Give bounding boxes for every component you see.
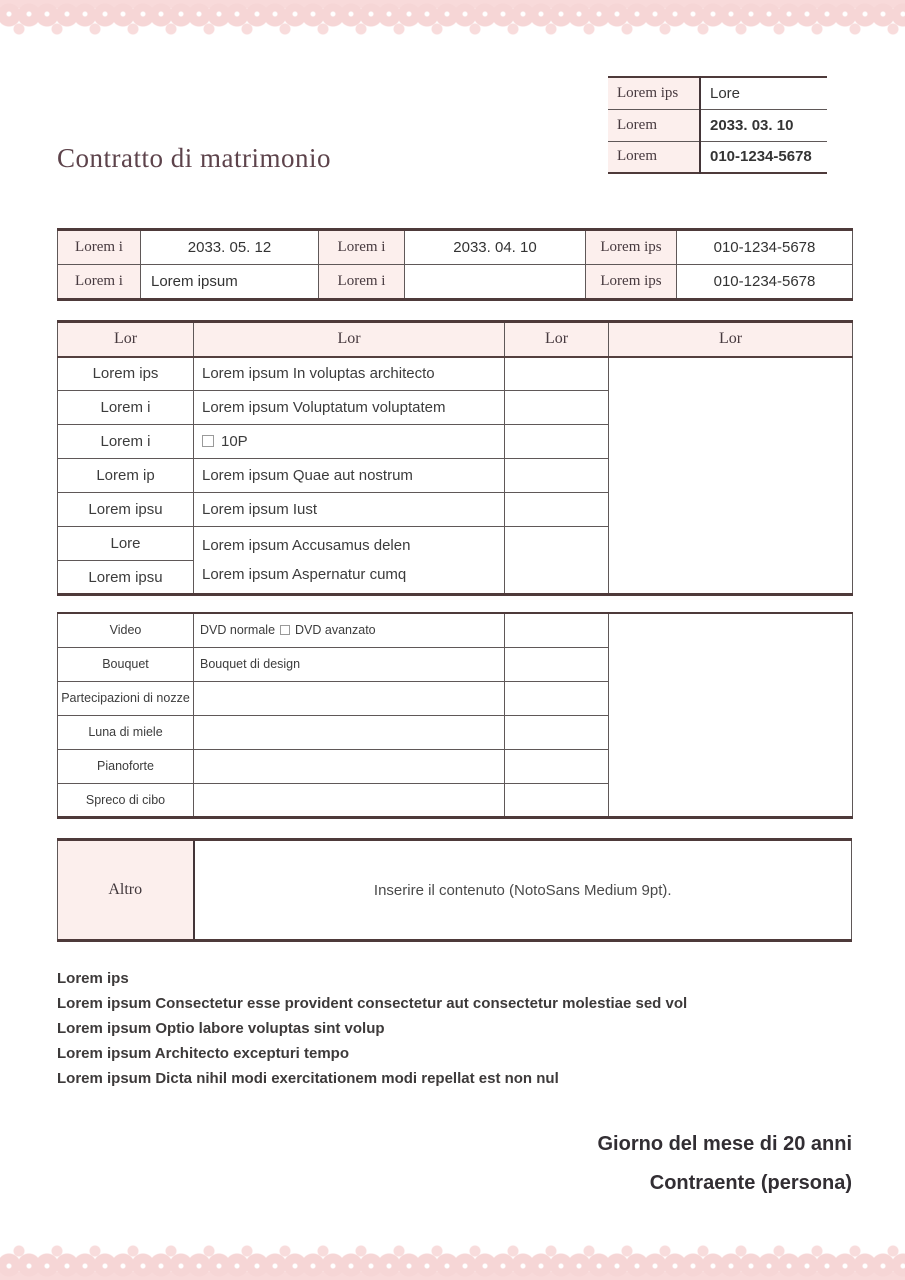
row-label: Lorem ips [58, 357, 194, 391]
merged-empty-cell [609, 613, 853, 817]
contact-label: Lorem i [58, 265, 141, 300]
lace-border-top [0, 0, 905, 46]
table-row [608, 109, 827, 141]
table-row [58, 230, 853, 265]
info-value: Lore [700, 77, 827, 109]
empty-cell [505, 493, 609, 527]
row-content: Lorem ipsum Quae aut nostrum [194, 459, 505, 493]
signature-block [597, 1130, 852, 1197]
table-row [608, 77, 827, 109]
service-content [194, 749, 505, 783]
contact-value-date: 2033. 05. 12 [141, 230, 319, 265]
note-line: Lorem ipsum Consectetur esse provident consectetur aut consectetur molestiae sed vol [57, 995, 688, 1012]
info-value-phone: 010-1234-5678 [710, 148, 812, 166]
empty-cell [505, 425, 609, 459]
checkbox-label: 10P [221, 433, 248, 450]
column-header: Lor [609, 322, 853, 357]
notes-block [57, 966, 852, 1091]
row-label: Lorem i [58, 391, 194, 425]
signature-party-line: Contraente (persona) [649, 1172, 852, 1194]
page-title: Contratto di matrimonio [57, 143, 331, 173]
main-table [57, 320, 853, 596]
merged-content-line: Lorem ipsum Aspernatur cumq [202, 566, 407, 583]
merged-empty-cell [609, 357, 853, 595]
service-content [194, 613, 505, 647]
row-label: Lore [58, 527, 194, 561]
column-header: Lor [58, 322, 194, 357]
contact-label: Lorem i [319, 265, 405, 300]
info-label: Lorem [608, 109, 700, 141]
service-label: Bouquet [58, 647, 194, 681]
table-row [58, 840, 852, 941]
note-line: Lorem ipsum Optio labore voluptas sint volup [57, 1020, 385, 1037]
table-row [608, 141, 827, 173]
contact-table [57, 228, 853, 301]
service-label: Spreco di cibo [58, 783, 194, 817]
empty-cell [505, 647, 609, 681]
service-option-label: DVD avanzato [295, 623, 376, 638]
row-content [194, 425, 505, 459]
contact-value-name: Lorem ipsum [141, 265, 319, 300]
empty-cell [505, 357, 609, 391]
row-content: Lorem ipsum In voluptas architecto [194, 357, 505, 391]
row-label: Lorem ipsu [58, 493, 194, 527]
empty-cell [505, 749, 609, 783]
altro-label: Altro [58, 840, 194, 941]
services-table [57, 612, 853, 819]
contact-label: Lorem i [319, 230, 405, 265]
service-label: Partecipazioni di nozze [58, 681, 194, 715]
empty-cell [505, 459, 609, 493]
altro-content: Inserire il contenuto (NotoSans Medium 9pt). [373, 881, 672, 899]
service-label: Luna di miele [58, 715, 194, 749]
table-row [58, 357, 853, 391]
row-label: Lorem i [58, 425, 194, 459]
service-content [194, 715, 505, 749]
contact-value-phone: 010-1234-5678 [677, 230, 853, 265]
service-content: Bouquet di design [194, 647, 505, 681]
contact-label: Lorem ips [586, 265, 677, 300]
checkbox-10p[interactable] [202, 435, 214, 447]
signature-date-line: Giorno del mese di 20 anni [597, 1133, 852, 1155]
note-line: Lorem ips [57, 970, 129, 987]
info-table [608, 76, 827, 174]
column-header: Lor [194, 322, 505, 357]
merged-empty-cell [505, 527, 609, 595]
table-row [58, 613, 853, 647]
checkbox-dvd[interactable] [280, 625, 290, 635]
merged-content-line: Lorem ipsum Accusamus delen [202, 537, 411, 554]
contact-label: Lorem ips [586, 230, 677, 265]
empty-cell [505, 681, 609, 715]
note-line: Lorem ipsum Architecto excepturi tempo [57, 1045, 350, 1062]
service-content [194, 783, 505, 817]
lace-border-bottom [0, 1234, 905, 1280]
info-value-date: 2033. 03. 10 [700, 109, 827, 141]
empty-cell [505, 783, 609, 817]
row-content: Lorem ipsum Voluptatum voluptatem [194, 391, 505, 425]
merged-content-cell [194, 527, 505, 595]
contact-value-date: 2033. 04. 10 [405, 230, 586, 265]
service-content [194, 681, 505, 715]
table-row [58, 265, 853, 300]
altro-table [57, 838, 852, 942]
info-label: Lorem ips [608, 77, 700, 109]
service-option-label: DVD normale [200, 623, 276, 638]
contact-value-empty [405, 265, 586, 300]
empty-cell [505, 391, 609, 425]
row-label: Lorem ip [58, 459, 194, 493]
row-content: Lorem ipsum Iust [194, 493, 505, 527]
service-label: Video [58, 613, 194, 647]
service-label: Pianoforte [58, 749, 194, 783]
table-header-row [58, 322, 853, 357]
contact-label: Lorem i [58, 230, 141, 265]
empty-cell [505, 613, 609, 647]
note-line: Lorem ipsum Dicta nihil modi exercitationem modi repellat est non nul [57, 1070, 559, 1087]
info-label: Lorem [608, 141, 700, 173]
column-header: Lor [505, 322, 609, 357]
row-label: Lorem ipsu [58, 561, 194, 595]
contact-value-phone: 010-1234-5678 [677, 265, 853, 300]
empty-cell [505, 715, 609, 749]
